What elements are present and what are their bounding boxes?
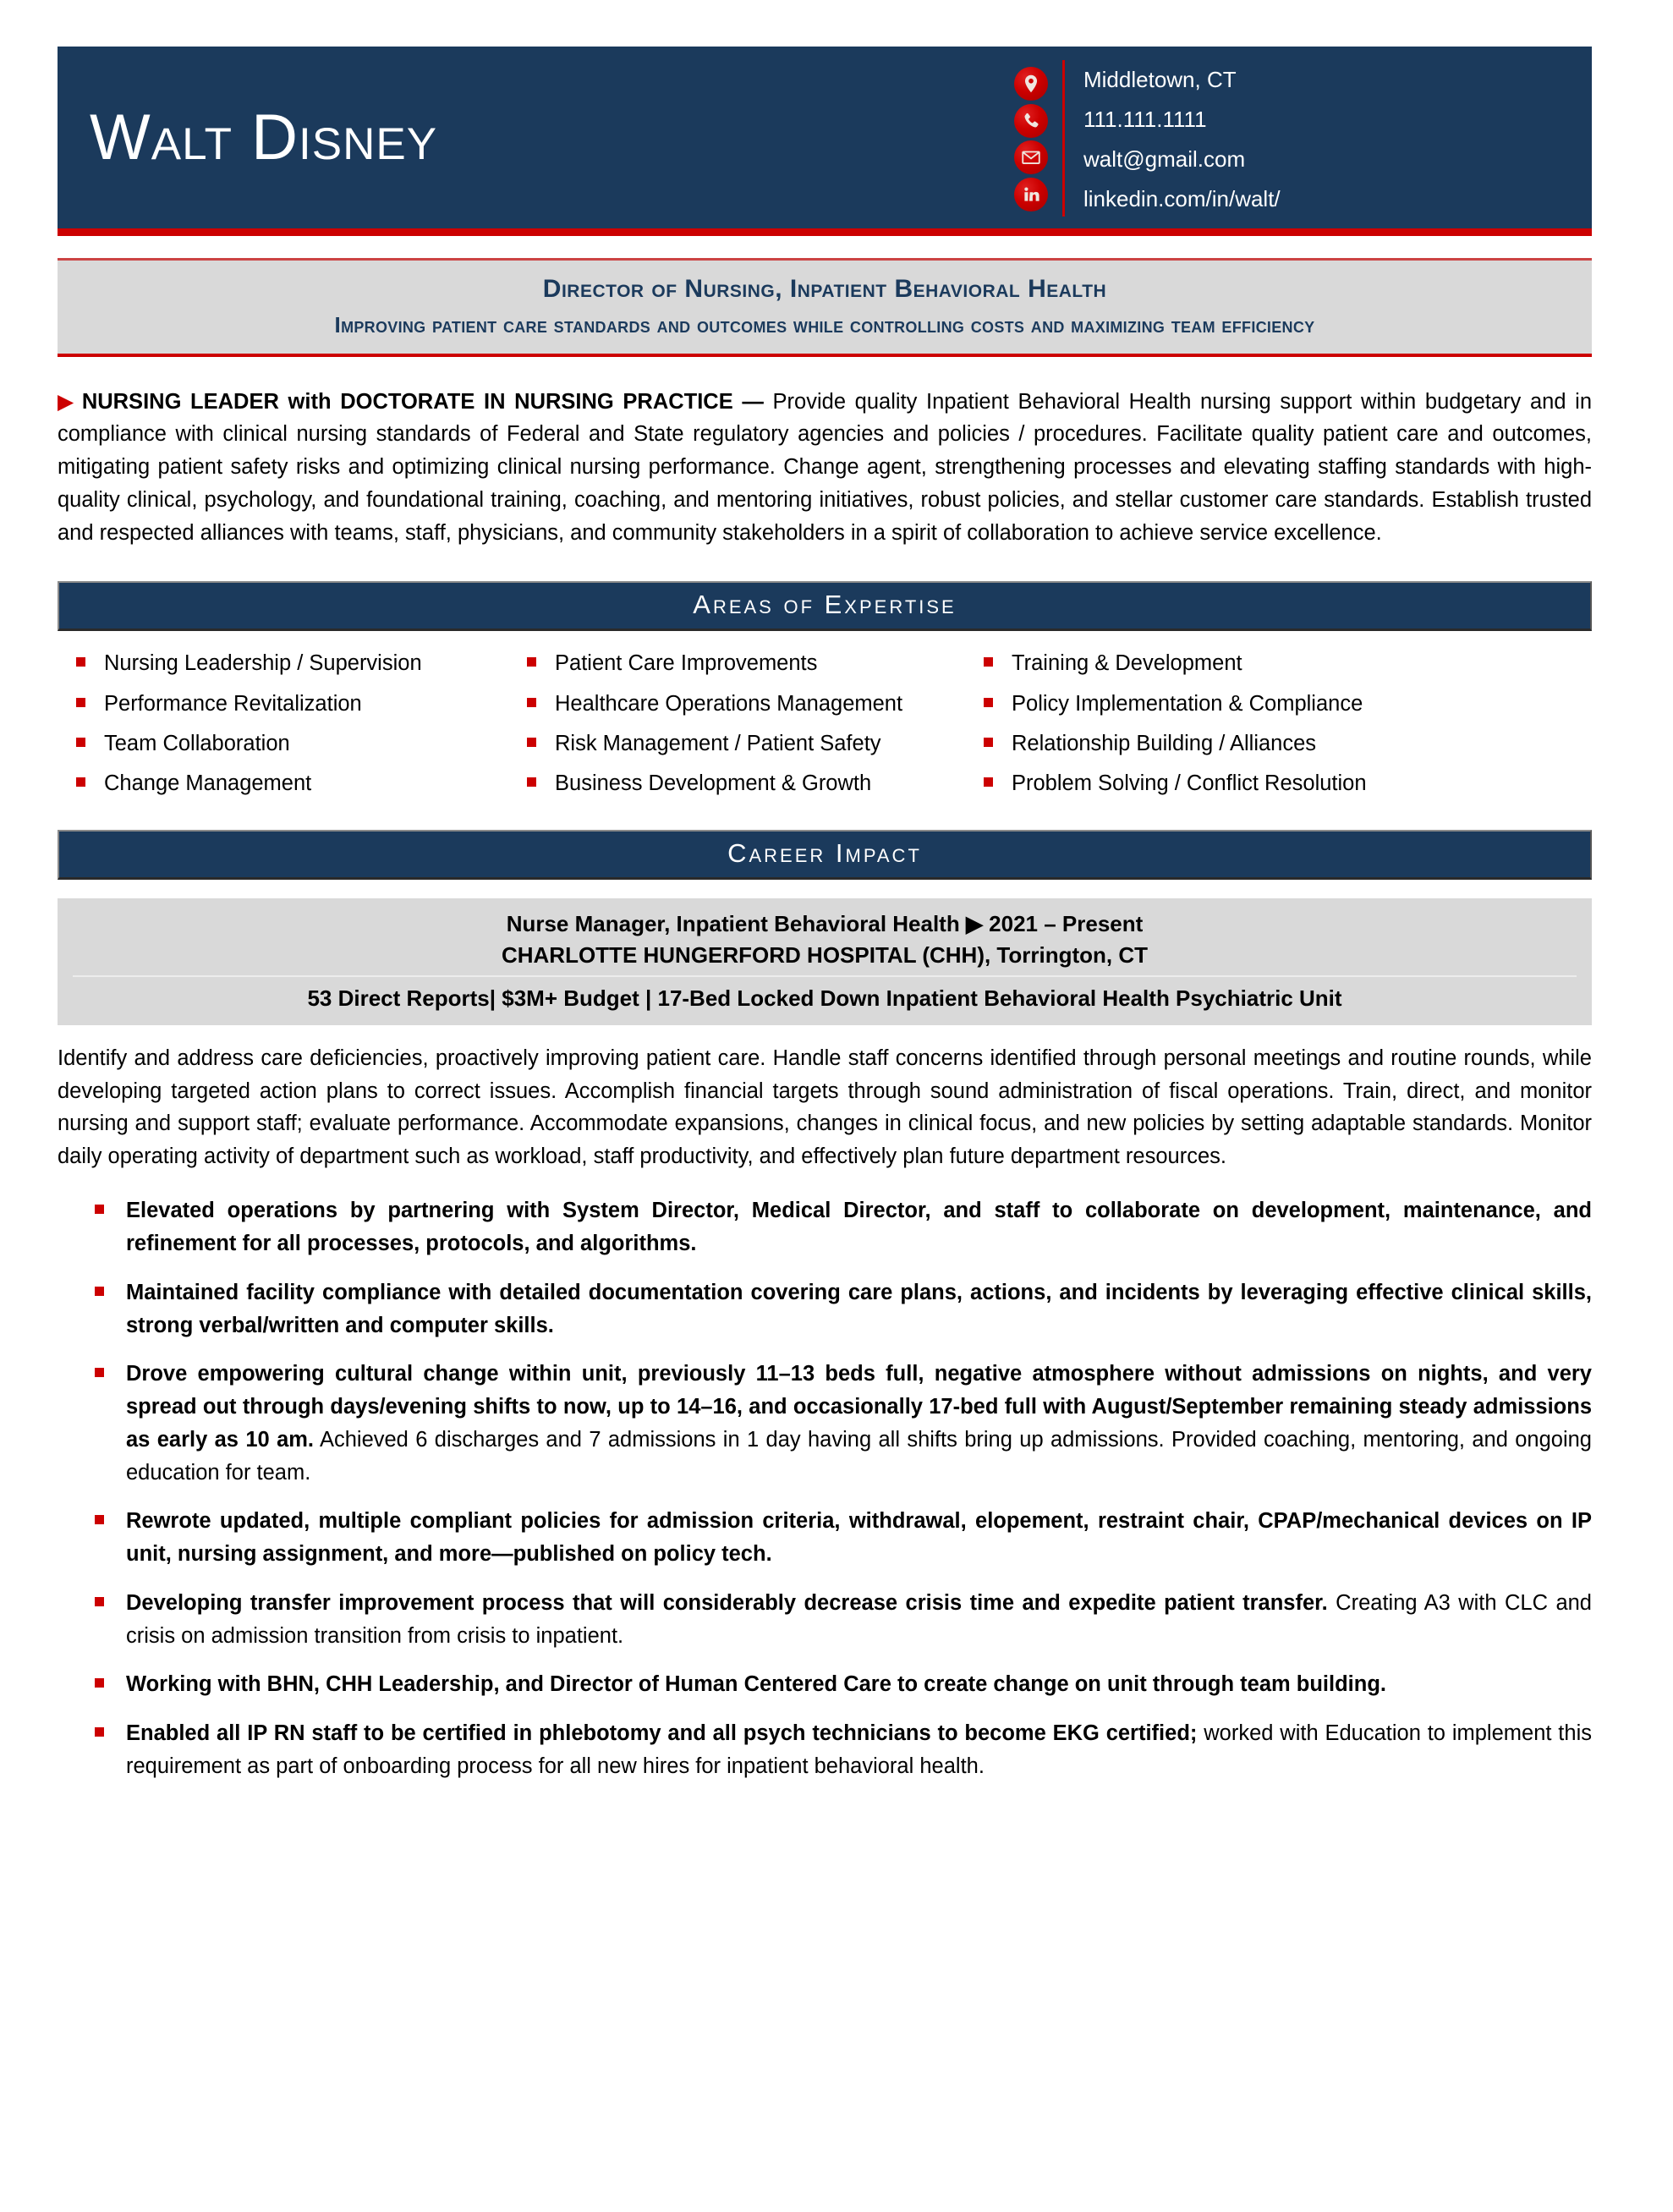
achievement-bold: Developing transfer improvement process that will considerably decrease crisis time and expedite patient transfer. — [126, 1590, 1328, 1615]
section-title-text: Career Impact — [727, 838, 922, 868]
achievement-bold: Enabled all IP RN staff to be certified in phlebotomy and all psych technicians to become EKG certified; — [126, 1721, 1198, 1746]
expertise-item — [527, 690, 984, 718]
target-job-title: Director of Nursing, Inpatient Behavioral Health — [542, 275, 1107, 303]
expertise-item — [527, 770, 984, 798]
expertise-item-label: Relationship Building / Alliances — [1012, 731, 1317, 755]
linkedin-icon — [1014, 178, 1048, 211]
achievement-bold: Rewrote updated, multiple compliant policies for admission criteria, withdrawal, elopement, restraint chair, CPAP/mechanical devices on IP unit, nursing assignment, and more—published on policy tech. — [126, 1509, 1592, 1567]
summary-lead: NURSING LEADER with DOCTORATE IN NURSING PRACTICE — — [81, 389, 764, 414]
square-bullet-icon — [527, 777, 536, 787]
expertise-item-label: Risk Management / Patient Safety — [555, 731, 881, 755]
square-bullet-icon — [95, 1205, 104, 1214]
header-region — [58, 47, 1592, 236]
square-bullet-icon — [95, 1368, 104, 1377]
square-bullet-icon — [984, 698, 993, 707]
achievement-item — [95, 1276, 1592, 1342]
achievement-bold: Maintained facility compliance with detailed documentation covering care plans, actions, and incidents by leveraging effective clinical skills, strong verbal/written and computer skills. — [126, 1280, 1592, 1337]
achievement-text — [126, 1505, 1592, 1571]
content-region — [58, 386, 1592, 1783]
contact-column — [1000, 47, 1592, 228]
section-title-text: Areas of Expertise — [693, 590, 957, 620]
job-company-location: CHARLOTTE HUNGERFORD HOSPITAL (CHH), Torrington, CT — [501, 942, 1149, 968]
square-bullet-icon — [984, 777, 993, 787]
phone-icon — [1014, 104, 1048, 138]
job-scope-metrics: 53 Direct Reports| $3M+ Budget | 17-Bed Locked Down Inpatient Behavioral Health Psychiatric Unit — [73, 975, 1577, 1014]
achievement-text — [126, 1194, 1592, 1260]
contact-location: Middletown, CT — [1083, 67, 1237, 92]
contact-email[interactable]: walt@gmail.com — [1083, 146, 1246, 172]
square-bullet-icon — [76, 738, 85, 747]
square-bullet-icon — [984, 657, 993, 667]
expertise-item — [984, 730, 1592, 758]
expertise-item — [58, 690, 527, 718]
achievement-bold: Working with BHN, CHH Leadership, and Director of Human Centered Care to create change on unit through team building. — [126, 1672, 1386, 1697]
square-bullet-icon — [527, 657, 536, 667]
square-bullet-icon — [95, 1678, 104, 1688]
achievement-normal: Achieved 6 discharges and 7 admissions in 1 day having all shifts bring up admissions. Provided coaching, mentoring, and ongoing education for team. — [126, 1427, 1592, 1485]
contact-icon-stack — [1000, 58, 1062, 217]
expertise-item — [984, 650, 1592, 678]
expertise-item — [527, 730, 984, 758]
achievement-item — [95, 1587, 1592, 1653]
candidate-name: Walt Disney — [90, 101, 438, 173]
contact-phone[interactable]: 111.111.1111 — [1083, 107, 1207, 132]
square-bullet-icon — [527, 698, 536, 707]
square-bullet-icon — [76, 698, 85, 707]
achievement-normal: Creating A3 with CLC and crisis on admission transition from crisis to inpatient. — [126, 1590, 1592, 1648]
expertise-item-label: Policy Implementation & Compliance — [1012, 691, 1363, 716]
expertise-item — [984, 770, 1592, 798]
expertise-item-label: Business Development & Growth — [555, 771, 872, 795]
achievement-bold: Drove empowering cultural change within unit, previously 11–13 beds full, negative atmosphere without admissions on nights, and very spread out through days/evening shifts to now, up to 14–16, and occasionally 17-bed full with August/September remaining steady admissions as early as 10 am. — [126, 1362, 1592, 1452]
envelope-icon — [1014, 140, 1048, 174]
contact-text-stack — [1065, 58, 1281, 217]
professional-summary — [58, 386, 1592, 550]
expertise-item-label: Training & Development — [1012, 651, 1242, 676]
square-bullet-icon — [95, 1597, 104, 1606]
square-bullet-icon — [95, 1515, 104, 1524]
achievement-normal: worked with Education to implement this requirement as part of onboarding process for all new hires for inpatient behavioral health. — [126, 1721, 1592, 1778]
expertise-item-label: Performance Revitalization — [104, 691, 362, 716]
square-bullet-icon — [95, 1727, 104, 1737]
expertise-item-label: Patient Care Improvements — [555, 651, 818, 676]
job-description: Identify and address care deficiencies, proactively improving patient care. Handle staff concerns identified through personal meetings and routine rounds, while developing targeted action plans to correct issues. Accomplish financial targets through sound administration of fiscal operations. Train, direct, and monitor nursing and support staff; evaluate performance. Accommodate expansions, changes in clinical focus, and new policies by setting adaptable standards. Monitor daily operating activity of department such as workload, staff productivity, and effectively plan future department resources. — [58, 1046, 1592, 1169]
achievement-text — [126, 1668, 1592, 1701]
expertise-item-label: Team Collaboration — [104, 731, 290, 755]
job-title-and-dates: Nurse Manager, Inpatient Behavioral Health ▶ 2021 – Present — [506, 911, 1144, 937]
achievement-item — [95, 1717, 1592, 1783]
expertise-item — [984, 690, 1592, 718]
expertise-item — [527, 650, 984, 678]
expertise-grid — [58, 650, 1592, 798]
expertise-item-label: Nursing Leadership / Supervision — [104, 651, 422, 676]
achievement-text — [126, 1358, 1592, 1489]
value-proposition: Improving patient care standards and outcomes while controlling costs and maximizing team efficiency — [334, 311, 1315, 338]
achievement-text — [126, 1717, 1592, 1783]
achievement-item — [95, 1358, 1592, 1489]
headline-banner — [58, 258, 1592, 357]
achievement-item — [95, 1668, 1592, 1701]
section-header-career-impact — [58, 830, 1592, 880]
achievement-bold: Elevated operations by partnering with System Director, Medical Director, and staff to collaborate on development, maintenance, and refinement for all processes, protocols, and algorithms. — [126, 1199, 1592, 1256]
header-banner — [58, 47, 1592, 228]
header-red-rule — [58, 228, 1592, 236]
expertise-item — [58, 650, 527, 678]
square-bullet-icon — [76, 777, 85, 787]
achievement-list — [58, 1194, 1592, 1782]
square-bullet-icon — [984, 738, 993, 747]
square-bullet-icon — [95, 1287, 104, 1296]
achievement-text — [126, 1276, 1592, 1342]
resume-page — [0, 47, 1673, 2212]
square-bullet-icon — [76, 657, 85, 667]
triangle-bullet-icon: ▶ — [58, 389, 77, 414]
expertise-item — [58, 770, 527, 798]
expertise-item-label: Healthcare Operations Management — [555, 691, 903, 716]
expertise-item-label: Change Management — [104, 771, 312, 795]
expertise-item-label: Problem Solving / Conflict Resolution — [1012, 771, 1367, 795]
achievement-text — [126, 1587, 1592, 1653]
section-header-areas-of-expertise — [58, 581, 1592, 631]
achievement-item — [95, 1194, 1592, 1260]
square-bullet-icon — [527, 738, 536, 747]
name-column — [58, 47, 1000, 228]
contact-linkedin[interactable]: linkedin.com/in/walt/ — [1083, 186, 1281, 211]
location-pin-icon — [1014, 67, 1048, 101]
expertise-item — [58, 730, 527, 758]
job-header-block — [58, 898, 1592, 1025]
achievement-item — [95, 1505, 1592, 1571]
summary-body: Provide quality Inpatient Behavioral Health nursing support within budgetary and in compliance with clinical nursing standards of Federal and State regulatory agencies and policies / procedures. Facilitate quality patient care and outcomes, mitigating patient safety risks and optimizing clinical nursing performance. Change agent, strengthening processes and elevating staffing standards with high-quality clinical, psychology, and foundational training, coaching, and mentoring initiatives, robust policies, and stellar customer care standards. Establish trusted and respected alliances with teams, staff, physicians, and community stakeholders in a spirit of collaboration to achieve service excellence. — [58, 389, 1593, 545]
